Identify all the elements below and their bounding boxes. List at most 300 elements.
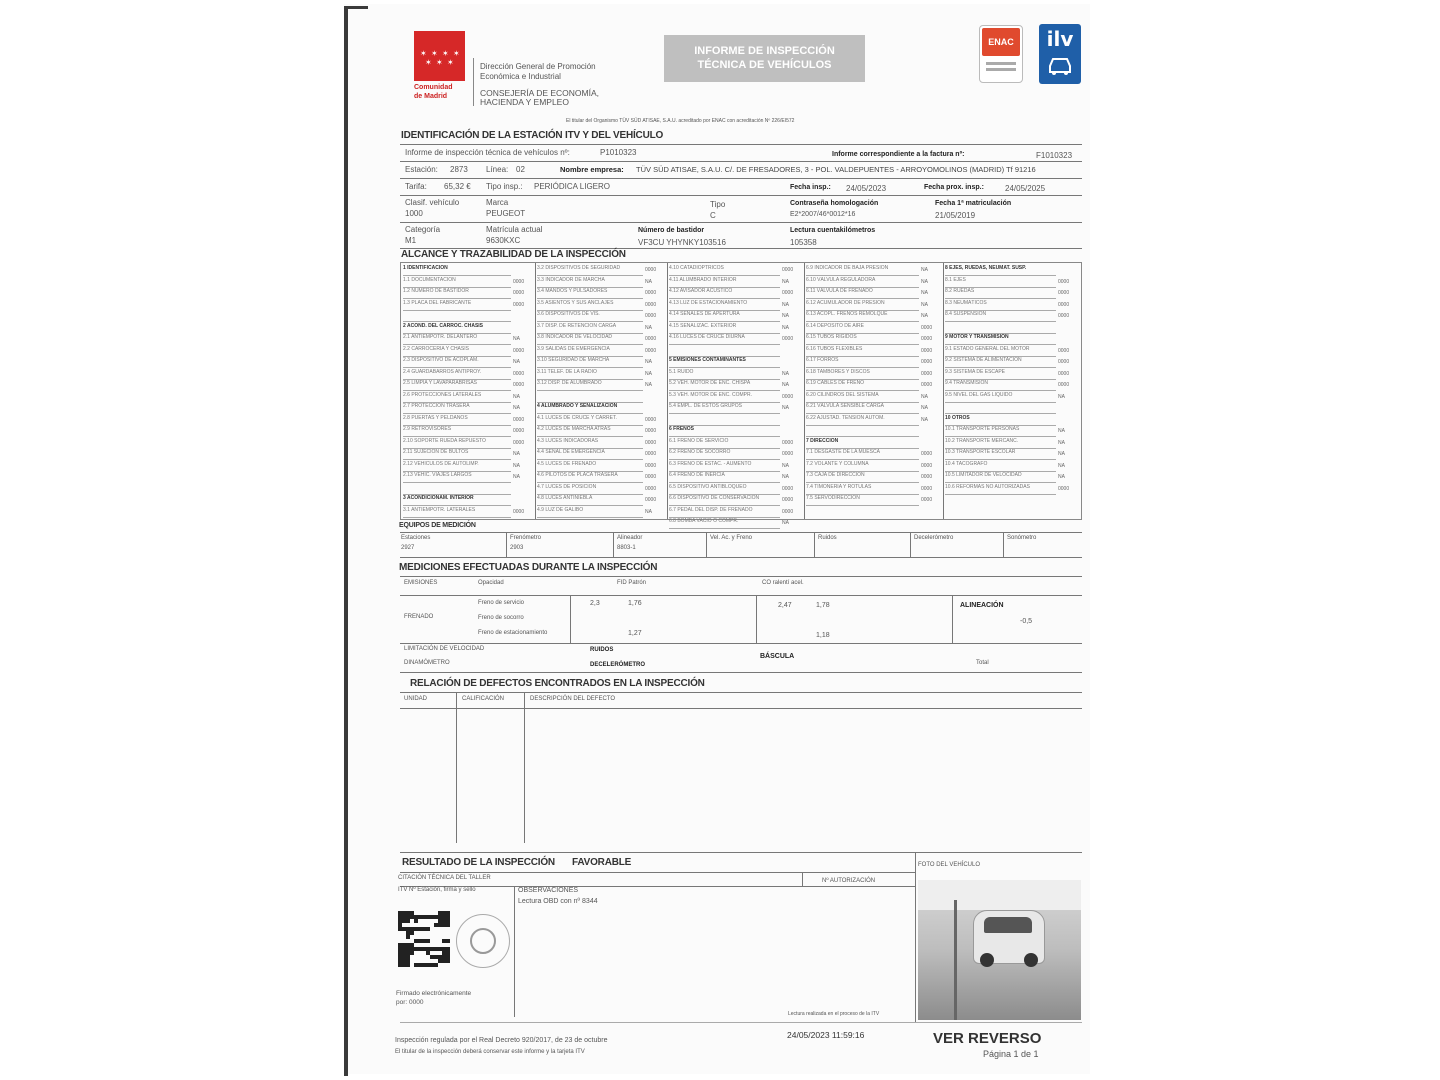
scope-item-code: NA bbox=[645, 382, 652, 388]
scope-item-code: NA bbox=[782, 301, 789, 308]
scope-item: 10.1 TRANSPORTE PERSONAS bbox=[945, 426, 1056, 437]
ilv-label: ilv bbox=[1046, 27, 1074, 51]
rule bbox=[456, 693, 457, 843]
footer-note: El titular de la inspección deberá conservar este informe y la tarjeta ITV bbox=[395, 1049, 585, 1055]
rule bbox=[514, 887, 515, 1017]
scope-item: 4.7 LUCES DE POSICIÓN bbox=[537, 484, 643, 495]
fid-label: FID Patrón bbox=[617, 580, 647, 586]
scope-item-code: NA bbox=[645, 508, 652, 515]
rule bbox=[400, 161, 1082, 162]
qr-code-icon bbox=[398, 911, 450, 967]
scope-item-code: NA bbox=[782, 462, 789, 469]
identification-title: IDENTIFICACIÓN DE LA ESTACIÓN ITV Y DEL VEHÍCULO bbox=[401, 130, 664, 141]
equipment-header: Frenómetro bbox=[510, 535, 542, 541]
rule bbox=[400, 672, 1082, 673]
scope-item-code: 0000 bbox=[645, 451, 657, 457]
kind-value: C bbox=[710, 211, 716, 220]
scope-item-code: NA bbox=[513, 462, 520, 469]
scope-item: 6.19 CABLES DE FRENO bbox=[806, 380, 919, 391]
scope-item: 6.20 CILINDROS DEL SISTEMA bbox=[806, 392, 919, 403]
scope-item: 4.8 LUCES ANTINIEBLA bbox=[537, 495, 643, 506]
scope-item-code: 0000 bbox=[513, 278, 525, 285]
scope-item-code: 0000 bbox=[1058, 301, 1070, 308]
scope-item: 6.3 FRENO DE ESTAC. - AUMENTO bbox=[669, 461, 780, 472]
report-number-label: Informe de inspección técnica de vehículos nº: bbox=[405, 148, 570, 157]
scope-item: 3.2 DISPOSITIVOS DE SEGURIDAD bbox=[537, 265, 643, 276]
scope-item-code: NA bbox=[782, 382, 789, 388]
rule bbox=[400, 872, 915, 873]
measurements-title: MEDICIONES EFECTUADAS DURANTE LA INSPECCIÓN bbox=[399, 562, 658, 573]
scope-item: 6.9 INDICADOR DE BAJA PRESIÓN bbox=[806, 265, 919, 276]
rule bbox=[943, 263, 944, 519]
station-label: Estación: bbox=[405, 165, 438, 174]
scope-item-code: 0000 bbox=[645, 301, 657, 308]
scope-item-code: NA bbox=[1058, 474, 1065, 480]
scope-item: 6.17 FORROS bbox=[806, 357, 919, 368]
scope-item: 5.2 VEH. MOTOR DE ENC. CHISPA bbox=[669, 380, 780, 391]
scope-item-code: 0000 bbox=[1058, 290, 1070, 296]
scope-item: 9.5 NIVEL DEL GAS LÍQUIDO bbox=[945, 392, 1056, 403]
rule bbox=[1003, 533, 1004, 557]
line-label: Línea: bbox=[486, 165, 509, 174]
result-title: RESULTADO DE LA INSPECCIÓN bbox=[402, 857, 555, 868]
alineacion-value: -0,5 bbox=[1020, 618, 1033, 625]
next-insp-label: Fecha prox. insp.: bbox=[924, 184, 984, 191]
scope-item: 6 FRENOS bbox=[669, 426, 780, 437]
scope-item-code: 0000 bbox=[782, 508, 794, 515]
scope-item: 3.11 TELEF. DE LA RADIO bbox=[537, 369, 643, 380]
vin-value: VF3CU YHYNKY103516 bbox=[638, 238, 726, 247]
scope-item: 3.12 DISP. DE ALUMBRADO bbox=[537, 380, 643, 391]
scope-item: 1.2 NÚMERO DE BASTIDOR bbox=[403, 288, 511, 299]
scope-item-code: 0000 bbox=[921, 347, 933, 354]
scope-item: 2.9 RETROVISORES bbox=[403, 426, 511, 437]
scope-item: 2.7 PROTECCIÓN TRASERA bbox=[403, 403, 511, 414]
scope-item-code: 0000 bbox=[1058, 382, 1070, 388]
brake-r1-v3: 2,47 bbox=[778, 602, 792, 609]
scope-item: 3.6 DISPOSITIVOS DE VIS. bbox=[537, 311, 643, 322]
scope-item: 4.5 LUCES DE FRENADO bbox=[537, 461, 643, 472]
scope-item: 2.12 VEHÍCULOS DE AUTOLIMP. bbox=[403, 461, 511, 472]
scope-item-code: 0000 bbox=[645, 439, 657, 446]
scope-item: 4.4 SEÑAL DE EMERGENCIA bbox=[537, 449, 643, 460]
scope-item: 4 ALUMBRADO Y SEÑALIZACIÓN bbox=[537, 403, 643, 414]
homolog-value: E2*2007/46*0012*16 bbox=[790, 211, 856, 218]
enac-line bbox=[986, 68, 1016, 71]
next-insp-value: 24/05/2025 bbox=[1005, 184, 1046, 193]
scope-item-code: NA bbox=[645, 359, 652, 365]
rule bbox=[910, 533, 911, 557]
brake-row-label-1: Freno de servicio bbox=[478, 600, 525, 606]
photo-label: FOTO DEL VEHÍCULO bbox=[918, 862, 981, 868]
scope-item: 5.3 VEH. MOTOR DE ENC. COMPR. bbox=[669, 392, 780, 403]
scope-item: 3.4 MANDOS Y PULSADORES bbox=[537, 288, 643, 299]
scope-item: 6.11 VÁLVULA DE FRENADO bbox=[806, 288, 919, 299]
scope-item: 9.3 SISTEMA DE ESCAPE bbox=[945, 369, 1056, 380]
scope-item: 3.5 ASIENTOS Y SUS ANCLAJES bbox=[537, 300, 643, 311]
dir-general-line1: Dirección General de Promoción bbox=[480, 62, 596, 71]
scope-item: 4.2 LUCES DE MARCHA ATRÁS bbox=[537, 426, 643, 437]
scope-item-code: 0000 bbox=[1058, 313, 1070, 319]
brake-r1-v2: 1,76 bbox=[628, 600, 642, 607]
scope-item-code: 0000 bbox=[645, 267, 657, 273]
scope-item: 6.13 ACOPL. FRENOS REMOLQUE bbox=[806, 311, 919, 322]
scope-item: 2 ACOND. DEL CARROC. CHASIS bbox=[403, 323, 511, 334]
scope-item: 4.10 CATADIÓPTRICOS bbox=[669, 265, 780, 276]
scope-item-code: 0000 bbox=[513, 416, 525, 423]
scope-item: 8.3 NEUMÁTICOS bbox=[945, 300, 1056, 311]
equipment-header: Alineador bbox=[617, 535, 643, 541]
page-number: Página 1 de 1 bbox=[983, 1049, 1039, 1059]
insp-type-label: Tipo insp.: bbox=[486, 182, 523, 191]
scope-item bbox=[945, 403, 1056, 414]
autorizacion-label: Nº AUTORIZACIÓN bbox=[822, 878, 876, 884]
scope-item-code: NA bbox=[1058, 439, 1065, 446]
tariff-value: 65,32 € bbox=[444, 182, 471, 191]
scope-item-code: NA bbox=[513, 359, 520, 365]
scope-item-code: NA bbox=[782, 313, 789, 319]
scope-item-code: 0000 bbox=[921, 324, 933, 331]
scope-item: 8 EJES, RUEDAS, NEUMAT. SUSP. bbox=[945, 265, 1056, 276]
brand-label: Marca bbox=[486, 198, 509, 207]
scope-item: 7.1 DESGASTE DE LA MUESCA bbox=[806, 449, 919, 460]
scope-item: 10 OTROS bbox=[945, 415, 1056, 426]
scope-item-code: 0000 bbox=[782, 451, 794, 457]
rule bbox=[506, 533, 507, 557]
scope-item: 3.10 SEGURIDAD DE MARCHA bbox=[537, 357, 643, 368]
class-value: 1000 bbox=[405, 209, 423, 218]
car-wheel bbox=[1024, 953, 1038, 967]
scope-item: 4.3 LUCES INDICADORAS bbox=[537, 438, 643, 449]
scope-item-code: 0000 bbox=[1058, 347, 1070, 354]
scope-item-code: NA bbox=[645, 370, 652, 377]
scope-item: 6.18 TAMBORES Y DISCOS bbox=[806, 369, 919, 380]
report-title-line2: TÉCNICA DE VEHÍCULOS bbox=[697, 59, 832, 71]
car-window bbox=[984, 917, 1032, 933]
emisiones-label: EMISIONES bbox=[404, 580, 438, 586]
scope-item-code: 0000 bbox=[782, 267, 794, 273]
scope-item-code: 0000 bbox=[782, 497, 794, 503]
enac-line bbox=[986, 62, 1016, 65]
scope-item: 10.2 TRANSPORTE MERCANC. bbox=[945, 438, 1056, 449]
scope-item-code: 0000 bbox=[513, 428, 525, 434]
scope-item: 7.5 SERVODIRECCIÓN bbox=[806, 495, 919, 506]
scope-item: 8.4 SUSPENSIÓN bbox=[945, 311, 1056, 322]
scope-item bbox=[945, 323, 1056, 334]
rule bbox=[400, 532, 1082, 533]
total-label: Total bbox=[976, 660, 989, 666]
limitacion-label: LIMITACIÓN DE VELOCIDAD bbox=[404, 646, 485, 652]
first-reg-label: Fecha 1ª matriculación bbox=[935, 200, 1012, 207]
scope-item-code: 0000 bbox=[645, 428, 657, 434]
scope-item: 4.13 LUZ DE ESTACIONAMIENTO bbox=[669, 300, 780, 311]
rule bbox=[915, 852, 916, 1022]
invoice-label: Informe correspondiente a la factura nº: bbox=[832, 151, 965, 158]
scope-item-code: 0000 bbox=[921, 359, 933, 365]
scope-item: 3.9 SALIDAS DE EMERGENCIA bbox=[537, 346, 643, 357]
scope-item: 2.2 CARROCERÍA Y CHASIS bbox=[403, 346, 511, 357]
brake-row-label-2: Freno de socorro bbox=[478, 615, 524, 621]
scope-item: 6.2 FRENO DE SOCORRO bbox=[669, 449, 780, 460]
scope-item: 3.1 ANTIEMPOTR. LATERALES bbox=[403, 507, 511, 518]
ilv-logo bbox=[1039, 24, 1081, 84]
scope-item-code: NA bbox=[921, 278, 928, 285]
scope-item: 2.3 DISPOSITIVO DE ACOPLAM. bbox=[403, 357, 511, 368]
scope-item: 6.8 BOMBA VACÍO O COMPR. bbox=[669, 518, 780, 529]
equipment-value: 2927 bbox=[401, 545, 415, 551]
scope-item: 8.2 RUEDAS bbox=[945, 288, 1056, 299]
odometer-value: 105358 bbox=[790, 238, 817, 247]
rule bbox=[400, 643, 1082, 644]
scope-item-code: 0000 bbox=[921, 382, 933, 388]
scope-item-code: 0000 bbox=[513, 347, 525, 354]
scope-item-code: 0000 bbox=[645, 347, 657, 354]
scope-item-code: NA bbox=[1058, 428, 1065, 434]
scope-item-code: NA bbox=[1058, 393, 1065, 400]
rule bbox=[952, 596, 953, 643]
scope-item: 2.1 ANTIEMPOTR. DELANTERO bbox=[403, 334, 511, 345]
rule bbox=[570, 596, 571, 643]
report-number-value: P1010323 bbox=[600, 148, 637, 157]
scope-item-code: 0000 bbox=[921, 485, 933, 492]
kind-label: Tipo bbox=[710, 200, 726, 209]
scope-item-code: 0000 bbox=[782, 485, 794, 492]
scope-item: 6.5 DISPOSITIVO ANTIBLOQUEO bbox=[669, 484, 780, 495]
brand-value: PEUGEOT bbox=[486, 209, 526, 218]
opacity-label: Opacidad bbox=[478, 580, 504, 586]
footer-datetime: 24/05/2023 11:59:16 bbox=[787, 1030, 865, 1040]
scope-item-code: NA bbox=[645, 278, 652, 285]
scope-item: 6.6 DISPOSITIVO DE CONSERVACIÓN bbox=[669, 495, 780, 506]
scope-item-code: NA bbox=[921, 405, 928, 411]
scope-item-code: NA bbox=[921, 416, 928, 423]
scope-item-code: 0000 bbox=[921, 497, 933, 503]
scope-item-code: 0000 bbox=[513, 370, 525, 377]
scope-item-code: NA bbox=[513, 405, 520, 411]
scope-item: 2.4 GUARDABARROS ANTIPROY. bbox=[403, 369, 511, 380]
scope-item-code: NA bbox=[782, 520, 789, 526]
homolog-label: Contraseña homologación bbox=[790, 200, 879, 207]
co-label: CO ralentí acel. bbox=[762, 580, 804, 586]
station-sign-label: ITV Nº Estación, firma y sello bbox=[398, 887, 476, 893]
scope-item bbox=[537, 392, 643, 403]
insp-type-value: PERIÓDICA LIGERO bbox=[534, 182, 611, 191]
scope-item: 1 IDENTIFICACIÓN bbox=[403, 265, 511, 276]
scope-item-code: 0000 bbox=[782, 336, 794, 342]
rule bbox=[400, 222, 1082, 223]
scope-item-code: 0000 bbox=[921, 474, 933, 480]
insp-date-label: Fecha insp.: bbox=[790, 184, 831, 191]
scope-item-code: 0000 bbox=[782, 439, 794, 446]
scope-item: 4.6 PILOTOS DE PLACA TRASERA bbox=[537, 472, 643, 483]
scope-item: 5.1 RUIDO bbox=[669, 369, 780, 380]
scope-item: 1.1 DOCUMENTACIÓN bbox=[403, 277, 511, 288]
scope-item-code: 0000 bbox=[1058, 359, 1070, 365]
rule bbox=[400, 886, 915, 887]
rule bbox=[706, 533, 707, 557]
scope-item-code: NA bbox=[921, 290, 928, 296]
scope-item-code: NA bbox=[921, 301, 928, 308]
comunidad-label-1: Comunidad bbox=[414, 84, 453, 91]
line-value: 02 bbox=[516, 165, 525, 174]
signed-label-1: Firmado electrónicamente bbox=[396, 990, 472, 997]
rule bbox=[613, 533, 614, 557]
scope-item: 2.13 VEHÍC. VIAJES LARGOS bbox=[403, 472, 511, 483]
equipment-header: Estaciones bbox=[401, 535, 431, 541]
plate-value: 9630KXC bbox=[486, 236, 521, 245]
scope-item: 7 DIRECCIÓN bbox=[806, 438, 919, 449]
scope-item-code: 0000 bbox=[513, 439, 525, 446]
rule bbox=[400, 557, 1082, 558]
accreditation-note: El titular del Organismo TÜV SÜD ATISAE, S.A.U. acreditado por ENAC con acreditación Nº 226/EI572 bbox=[566, 118, 795, 124]
equipment-header: Decelerómetro bbox=[914, 535, 954, 541]
rule bbox=[814, 533, 815, 557]
scope-item-code: 0000 bbox=[513, 301, 525, 308]
taller-label: CITACIÓN TÉCNICA DEL TALLER bbox=[398, 875, 491, 881]
equipment-header: Sonómetro bbox=[1007, 535, 1037, 541]
decelerometro-label: DECELERÓMETRO bbox=[590, 662, 646, 668]
enac-logo bbox=[979, 25, 1023, 83]
scope-item: 2.6 PROTECCIONES LATERALES bbox=[403, 392, 511, 403]
car-icon bbox=[1046, 54, 1074, 76]
rule bbox=[804, 263, 805, 519]
equipment-header: Ruidos bbox=[818, 535, 837, 541]
consejeria-line2: HACIENDA Y EMPLEO bbox=[480, 97, 569, 107]
scope-item-code: 0000 bbox=[645, 462, 657, 469]
enac-label: ENAC bbox=[982, 28, 1020, 56]
scope-item-code: NA bbox=[921, 313, 928, 319]
alineacion-label: ALINEACIÓN bbox=[960, 602, 1004, 609]
company-label: Nombre empresa: bbox=[560, 165, 624, 174]
scope-item-code: 0000 bbox=[921, 462, 933, 469]
scope-item-code: 0000 bbox=[782, 290, 794, 296]
comunidad-label-2: de Madrid bbox=[414, 93, 448, 100]
scope-item-code: NA bbox=[513, 393, 520, 400]
scope-item-code: NA bbox=[921, 267, 928, 273]
scope-item-code: 0000 bbox=[1058, 370, 1070, 377]
scope-item-code: 0000 bbox=[645, 290, 657, 296]
scope-item: 8.1 EJES bbox=[945, 277, 1056, 288]
scope-item bbox=[669, 346, 780, 357]
report-title bbox=[664, 35, 865, 82]
scope-item-code: NA bbox=[921, 393, 928, 400]
scope-item-code: 0000 bbox=[645, 474, 657, 480]
brake-r1-v4: 1,78 bbox=[816, 602, 830, 609]
category-value: M1 bbox=[405, 236, 417, 245]
scope-item-code: NA bbox=[645, 324, 652, 331]
scope-item: 3.3 INDICADOR DE MARCHA bbox=[537, 277, 643, 288]
scope-item-code: 0000 bbox=[645, 485, 657, 492]
scope-item-code: NA bbox=[782, 474, 789, 480]
observations-label: OBSERVACIONES bbox=[518, 887, 579, 894]
scope-item: 6.1 FRENO DE SERVICIO bbox=[669, 438, 780, 449]
scope-item-code: 0000 bbox=[921, 336, 933, 342]
scope-item: 9.4 TRANSMISIÓN bbox=[945, 380, 1056, 391]
equipment-value: 8803-1 bbox=[617, 545, 636, 551]
footer-decree: Inspección regulada por el Real Decreto 920/2017, de 23 de octubre bbox=[395, 1037, 608, 1044]
brake-r1-v1: 2,3 bbox=[590, 600, 600, 607]
equipment-header: Vel. Ac. y Freno bbox=[710, 535, 753, 541]
scope-item-code: 0000 bbox=[782, 393, 794, 400]
scope-item-code: NA bbox=[513, 336, 520, 342]
brake-r3-v4: 1,18 bbox=[816, 632, 830, 639]
rule bbox=[756, 596, 757, 643]
scope-item-code: 0000 bbox=[645, 336, 657, 342]
scope-item-code: 0000 bbox=[921, 451, 933, 457]
rule bbox=[400, 852, 1082, 853]
scope-item: 7.2 VOLANTE Y COLUMNA bbox=[806, 461, 919, 472]
first-reg-value: 21/05/2019 bbox=[935, 211, 976, 220]
equipment-value: 2903 bbox=[510, 545, 524, 551]
dinamometro-label: DINAMÓMETRO bbox=[404, 660, 450, 666]
photo-sky bbox=[918, 880, 1081, 910]
scope-item-code: NA bbox=[513, 451, 520, 457]
brake-row-label-3: Freno de estacionamiento bbox=[478, 630, 548, 636]
scope-item-code: 0000 bbox=[921, 370, 933, 377]
scope-item bbox=[806, 426, 919, 437]
dir-general-line2: Económica e Industrial bbox=[480, 72, 561, 81]
rule bbox=[400, 195, 1082, 196]
frenado-label: FRENADO bbox=[404, 614, 434, 620]
scope-item-code: NA bbox=[782, 405, 789, 411]
scope-item-code: NA bbox=[1058, 462, 1065, 469]
rule bbox=[535, 263, 536, 519]
signed-label-2: por: 0000 bbox=[396, 999, 424, 1006]
scope-item-code: 0000 bbox=[513, 508, 525, 515]
scope-item: 7.3 CAJA DE DIRECCIÓN bbox=[806, 472, 919, 483]
rule bbox=[524, 693, 525, 843]
scope-item bbox=[403, 484, 511, 495]
scope-item-code: 0000 bbox=[1058, 485, 1070, 492]
scope-item: 2.5 LIMPIA Y LAVAPARABRISAS bbox=[403, 380, 511, 391]
category-label: Categoría bbox=[405, 225, 441, 234]
scope-item: 4.11 ALUMBRADO INTERIOR bbox=[669, 277, 780, 288]
scope-item: 4.15 SEÑALIZAC. EXTERIOR bbox=[669, 323, 780, 334]
photo-note: Lectura realizada en el proceso de la ITV bbox=[788, 1011, 880, 1017]
station-value: 2873 bbox=[450, 165, 468, 174]
rule bbox=[667, 263, 668, 519]
scope-item: 9.1 ESTADO GENERAL DEL MOTOR bbox=[945, 346, 1056, 357]
scope-item: 5 EMISIONES CONTAMINANTES bbox=[669, 357, 780, 368]
scope-item-code: 0000 bbox=[645, 313, 657, 319]
scope-item-code: 0000 bbox=[645, 497, 657, 503]
rule bbox=[400, 178, 1082, 179]
scope-item: 3.7 DISP. DE RETENCIÓN CARGA bbox=[537, 323, 643, 334]
rule bbox=[400, 692, 1082, 693]
scope-item: 10.3 TRANSPORTE ESCOLAR bbox=[945, 449, 1056, 460]
result-value: FAVORABLE bbox=[572, 857, 632, 868]
tariff-label: Tarifa: bbox=[405, 182, 427, 191]
class-label: Clasif. vehículo bbox=[405, 198, 460, 207]
car-wheel bbox=[980, 953, 994, 967]
scope-item: 3 ACONDICIONAM. INTERIOR bbox=[403, 495, 511, 506]
equipment-title: EQUIPOS DE MEDICIÓN bbox=[399, 522, 476, 529]
scan-edge bbox=[344, 6, 348, 1076]
scope-item-code: NA bbox=[513, 474, 520, 480]
scope-item: 6.22 AJUSTAD. TENSIÓN AUTOM. bbox=[806, 415, 919, 426]
odometer-label: Lectura cuentakilómetros bbox=[790, 227, 876, 234]
bascula-label: BÁSCULA bbox=[760, 653, 795, 660]
vehicle-car bbox=[973, 910, 1045, 964]
scope-item: 10.6 REFORMAS NO AUTORIZADAS bbox=[945, 484, 1056, 495]
defects-header-descripcion: DESCRIPCIÓN DEL DEFECTO bbox=[530, 696, 616, 702]
scope-item-code: NA bbox=[1058, 451, 1065, 457]
vehicle-photo bbox=[918, 880, 1081, 1020]
scope-item: 6.12 ACUMULADOR DE PRESIÓN bbox=[806, 300, 919, 311]
scope-item-code: NA bbox=[782, 370, 789, 377]
scope-item: 6.15 TUBOS RÍGIDOS bbox=[806, 334, 919, 345]
scope-item-code: NA bbox=[782, 324, 789, 331]
